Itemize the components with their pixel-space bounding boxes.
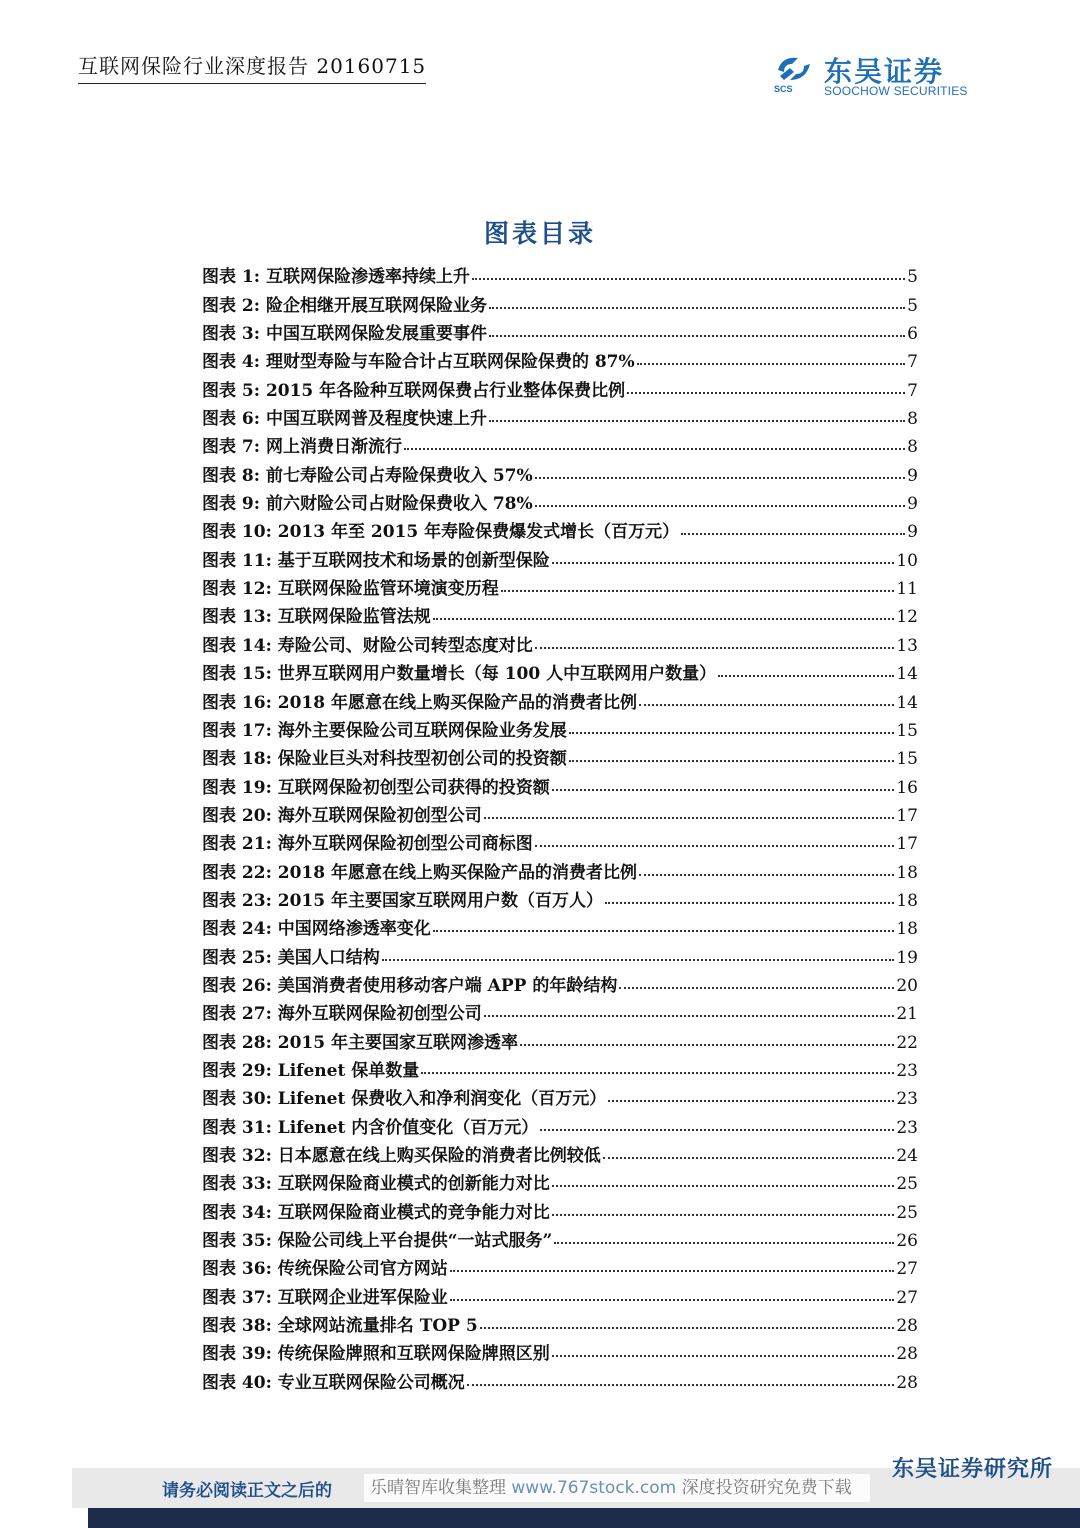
toc-leader-dots xyxy=(552,1354,895,1357)
toc-entry-label: 图表 37: 互联网企业进军保险业 xyxy=(202,1287,448,1308)
toc-entry-label: 图表 33: 互联网保险商业模式的创新能力对比 xyxy=(202,1174,550,1195)
toc-entry[interactable] xyxy=(202,1109,918,1137)
toc-entry[interactable] xyxy=(202,684,918,712)
toc-entry-label: 图表 28: 2015 年主要国家互联网渗透率 xyxy=(202,1032,519,1053)
toc-entry[interactable] xyxy=(202,1336,918,1364)
toc-entry-page: 25 xyxy=(896,1174,918,1195)
toc-entry-page: 22 xyxy=(896,1032,918,1053)
toc-entry[interactable] xyxy=(202,316,918,344)
toc-entry[interactable] xyxy=(202,1279,918,1307)
toc-entry-label: 图表 11: 基于互联网技术和场景的创新型保险 xyxy=(202,550,550,571)
toc-entry-page: 28 xyxy=(896,1372,918,1393)
toc-leader-dots xyxy=(608,1099,894,1102)
toc-entry[interactable] xyxy=(202,344,918,372)
toc-leader-dots xyxy=(603,1156,895,1159)
toc-entry-page: 12 xyxy=(896,607,918,628)
toc-leader-dots xyxy=(489,306,905,309)
toc-entry-label: 图表 20: 海外互联网保险初创型公司 xyxy=(202,805,482,826)
logo-english-name: SOOCHOW SECURITIES xyxy=(824,84,968,98)
toc-entry-label: 图表 15: 世界互联网用户数量增长（每 100 人中互联网用户数量） xyxy=(202,664,717,685)
footer-institute: 东吴证券研究所 xyxy=(892,1456,1054,1482)
toc-leader-dots xyxy=(472,277,905,280)
toc-leader-dots xyxy=(489,419,905,422)
toc-entry-page: 14 xyxy=(896,692,918,713)
toc-entry-page: 18 xyxy=(896,862,918,883)
toc-entry-label: 图表 21: 海外互联网保险初创型公司商标图 xyxy=(202,834,533,855)
toc-entry[interactable] xyxy=(202,1364,918,1392)
toc-entry-label: 图表 7: 网上消费日渐流行 xyxy=(202,437,402,458)
toc-entry-label: 图表 24: 中国网络渗透率变化 xyxy=(202,919,431,940)
toc-leader-dots xyxy=(554,1241,894,1244)
toc-entry[interactable] xyxy=(202,911,918,939)
toc-leader-dots xyxy=(569,731,895,734)
toc-entry-page: 17 xyxy=(896,834,918,855)
toc-entry-label: 图表 32: 日本愿意在线上购买保险的消费者比例较低 xyxy=(202,1146,601,1166)
toc-leader-dots xyxy=(552,788,895,791)
toc-entry[interactable] xyxy=(202,713,918,741)
toc-entry-page: 16 xyxy=(896,777,918,798)
toc-entry[interactable] xyxy=(202,656,918,684)
toc-entry-page: 20 xyxy=(896,975,918,996)
toc-leader-dots xyxy=(627,391,905,394)
toc-entry[interactable] xyxy=(202,599,918,627)
toc-entry[interactable] xyxy=(202,514,918,542)
toc-leader-dots xyxy=(605,901,894,904)
watermark-text: 乐晴智库收集整理 xyxy=(370,1478,506,1498)
toc-leader-dots xyxy=(450,1298,895,1301)
watermark-tail: 深度投资研究免费下载 xyxy=(681,1478,852,1498)
toc-entry-page: 15 xyxy=(896,749,918,770)
footer-dark-strip xyxy=(88,1508,1080,1528)
toc-leader-dots xyxy=(552,561,895,564)
toc-entry[interactable] xyxy=(202,1223,918,1251)
toc-entry-label: 图表 14: 寿险公司、财险公司转型态度对比 xyxy=(202,635,533,656)
toc-leader-dots xyxy=(552,1184,895,1187)
toc-entry-page: 8 xyxy=(907,437,918,458)
toc-entry-label: 图表 29: Lifenet 保单数量 xyxy=(202,1060,420,1081)
toc-entry-page: 9 xyxy=(907,465,918,486)
toc-entry[interactable] xyxy=(202,287,918,315)
toc-entry-page: 11 xyxy=(896,579,918,600)
toc-entry-page: 6 xyxy=(907,324,918,345)
toc-entry[interactable] xyxy=(202,1308,918,1336)
toc-leader-dots xyxy=(619,986,894,989)
toc-entry-label: 图表 5: 2015 年各险种互联网保费占行业整体保费比例 xyxy=(202,380,626,401)
toc-leader-dots xyxy=(480,1326,895,1329)
toc-leader-dots xyxy=(404,447,905,450)
toc-entry[interactable] xyxy=(202,883,918,911)
company-logo xyxy=(772,50,987,100)
toc-entry-label: 图表 13: 互联网保险监管法规 xyxy=(202,607,431,628)
toc-leader-dots xyxy=(421,1071,894,1074)
toc-entry[interactable] xyxy=(202,939,918,967)
toc-entry-page: 27 xyxy=(896,1259,918,1280)
toc-leader-dots xyxy=(637,362,906,365)
toc-entry-page: 10 xyxy=(896,550,918,571)
toc-leader-dots xyxy=(489,334,905,337)
toc-entry-page: 5 xyxy=(907,295,918,316)
toc-entry-page: 23 xyxy=(896,1060,918,1081)
toc-entry-page: 14 xyxy=(896,664,918,685)
toc-entry-page: 26 xyxy=(896,1231,918,1252)
toc-entry[interactable] xyxy=(202,741,918,769)
toc-entry-page: 19 xyxy=(896,947,918,968)
toc-entry[interactable] xyxy=(202,627,918,655)
toc-entry-page: 18 xyxy=(896,890,918,911)
toc-entry-page: 15 xyxy=(896,720,918,741)
toc-entry-label: 图表 19: 互联网保险初创型公司获得的投资额 xyxy=(202,777,550,798)
logo-chinese-name: 东吴证券 xyxy=(824,55,945,88)
toc-entry[interactable] xyxy=(202,826,918,854)
toc-entry[interactable] xyxy=(202,1081,918,1109)
toc-entry-label: 图表 31: Lifenet 内含价值变化（百万元） xyxy=(202,1117,539,1138)
toc-entry-page: 17 xyxy=(896,805,918,826)
toc-entry-label: 图表 22: 2018 年愿意在线上购买保险产品的消费者比例 xyxy=(202,862,638,883)
toc-leader-dots xyxy=(681,532,905,535)
toc-entry-label: 图表 25: 美国人口结构 xyxy=(202,947,380,968)
logo-abbreviation: SCS xyxy=(774,84,793,94)
toc-entry-label: 图表 3: 中国互联网保险发展重要事件 xyxy=(202,324,487,345)
toc-entry[interactable] xyxy=(202,1138,918,1166)
toc-entry[interactable] xyxy=(202,1166,918,1194)
toc-entry-page: 24 xyxy=(896,1146,918,1166)
toc-entry[interactable] xyxy=(202,542,918,570)
toc-leader-dots xyxy=(450,1269,895,1272)
toc-leader-dots xyxy=(501,589,895,592)
toc-entry[interactable] xyxy=(202,968,918,996)
toc-entry[interactable] xyxy=(202,769,918,797)
toc-entry[interactable] xyxy=(202,259,918,287)
toc-entry-page: 13 xyxy=(896,635,918,656)
toc-entry[interactable] xyxy=(202,1194,918,1222)
toc-entry-page: 23 xyxy=(896,1117,918,1138)
toc-entry[interactable] xyxy=(202,372,918,400)
toc-entry-page: 8 xyxy=(907,409,918,430)
toc-entry-page: 7 xyxy=(907,352,918,373)
toc-entry-page: 27 xyxy=(896,1287,918,1308)
toc-leader-dots xyxy=(382,958,895,961)
toc-leader-dots xyxy=(540,1128,894,1131)
toc-entry[interactable] xyxy=(202,1024,918,1052)
toc-entry-label: 图表 8: 前七寿险公司占寿险保费收入 57% xyxy=(202,465,533,486)
toc-entry[interactable] xyxy=(202,571,918,599)
toc-entry-label: 图表 30: Lifenet 保费收入和净利润变化（百万元） xyxy=(202,1089,607,1110)
toc-entry[interactable] xyxy=(202,996,918,1024)
toc-entry-label: 图表 40: 专业互联网保险公司概况 xyxy=(202,1372,465,1393)
toc-entry[interactable] xyxy=(202,798,918,826)
toc-entry-label: 图表 36: 传统保险公司官方网站 xyxy=(202,1259,448,1280)
toc-leader-dots xyxy=(639,873,894,876)
toc-entry-label: 图表 18: 保险业巨头对科技型初创公司的投资额 xyxy=(202,749,567,770)
toc-entry-page: 25 xyxy=(896,1202,918,1223)
report-header-title: 互联网保险行业深度报告 20160715 xyxy=(78,50,426,84)
toc-entry-label: 图表 26: 美国消费者使用移动客户端 APP 的年龄结构 xyxy=(202,975,618,996)
toc-entry-label: 图表 38: 全球网站流量排名 TOP 5 xyxy=(202,1316,478,1337)
toc-entry-page: 21 xyxy=(896,1004,918,1025)
toc-entry-label: 图表 1: 互联网保险渗透率持续上升 xyxy=(202,267,470,288)
toc-entry[interactable] xyxy=(202,486,918,514)
toc-entry-label: 图表 23: 2015 年主要国家互联网用户数（百万人） xyxy=(202,890,604,911)
toc-entry-label: 图表 27: 海外互联网保险初创型公司 xyxy=(202,1004,482,1025)
toc-entry[interactable] xyxy=(202,401,918,429)
toc-leader-dots xyxy=(433,617,895,620)
watermark-banner xyxy=(364,1474,870,1502)
toc-entry-label: 图表 16: 2018 年愿意在线上购买保险产品的消费者比例 xyxy=(202,692,638,713)
toc-entry[interactable] xyxy=(202,1053,918,1081)
toc-leader-dots xyxy=(535,476,906,479)
toc-entry[interactable] xyxy=(202,457,918,485)
toc-leader-dots xyxy=(433,929,895,932)
toc-entry-label: 图表 39: 传统保险牌照和互联网保险牌照区别 xyxy=(202,1344,550,1365)
toc-entry-page: 23 xyxy=(896,1089,918,1110)
footer-disclaimer: 请务必阅读正文之后的 xyxy=(162,1481,332,1501)
toc-entry-label: 图表 9: 前六财险公司占财险保费收入 78% xyxy=(202,494,533,515)
toc-entry-label: 图表 12: 互联网保险监管环境演变历程 xyxy=(202,579,499,600)
toc-entry-page: 18 xyxy=(896,919,918,940)
toc-title: 图表目录 xyxy=(483,219,596,248)
toc-entry-page: 7 xyxy=(907,380,918,401)
toc-entry-page: 9 xyxy=(907,494,918,515)
toc-entry-label: 图表 10: 2013 年至 2015 年寿险保费爆发式增长（百万元） xyxy=(202,522,680,543)
toc-leader-dots xyxy=(520,1043,894,1046)
toc-entry-label: 图表 34: 互联网保险商业模式的竞争能力对比 xyxy=(202,1202,550,1223)
toc-entry-label: 图表 6: 中国互联网普及程度快速上升 xyxy=(202,409,487,430)
toc-leader-dots xyxy=(484,1014,895,1017)
toc-leader-dots xyxy=(718,674,894,677)
toc-leader-dots xyxy=(535,646,895,649)
toc-leader-dots xyxy=(639,703,894,706)
toc-leader-dots xyxy=(484,816,895,819)
toc-leader-dots xyxy=(467,1383,895,1386)
toc-entry-label: 图表 17: 海外主要保险公司互联网保险业务发展 xyxy=(202,720,567,741)
toc-leader-dots xyxy=(552,1213,895,1216)
toc-leader-dots xyxy=(535,504,906,507)
toc-leader-dots xyxy=(569,759,895,762)
toc-leader-dots xyxy=(535,844,895,847)
toc-entry-label: 图表 2: 险企相继开展互联网保险业务 xyxy=(202,295,487,316)
watermark-url: www.767stock.com xyxy=(511,1478,677,1498)
toc-entry[interactable] xyxy=(202,854,918,882)
toc-entry-label: 图表 35: 保险公司线上平台提供“一站式服务” xyxy=(202,1231,553,1252)
toc-entry[interactable] xyxy=(202,429,918,457)
toc-entry-page: 9 xyxy=(907,522,918,543)
toc-entry[interactable] xyxy=(202,1251,918,1279)
table-of-figures xyxy=(202,259,918,1393)
toc-entry-page: 28 xyxy=(896,1316,918,1337)
toc-entry-label: 图表 4: 理财型寿险与车险合计占互联网保险保费的 87% xyxy=(202,352,635,373)
toc-entry-page: 28 xyxy=(896,1344,918,1365)
toc-entry-page: 5 xyxy=(907,267,918,288)
